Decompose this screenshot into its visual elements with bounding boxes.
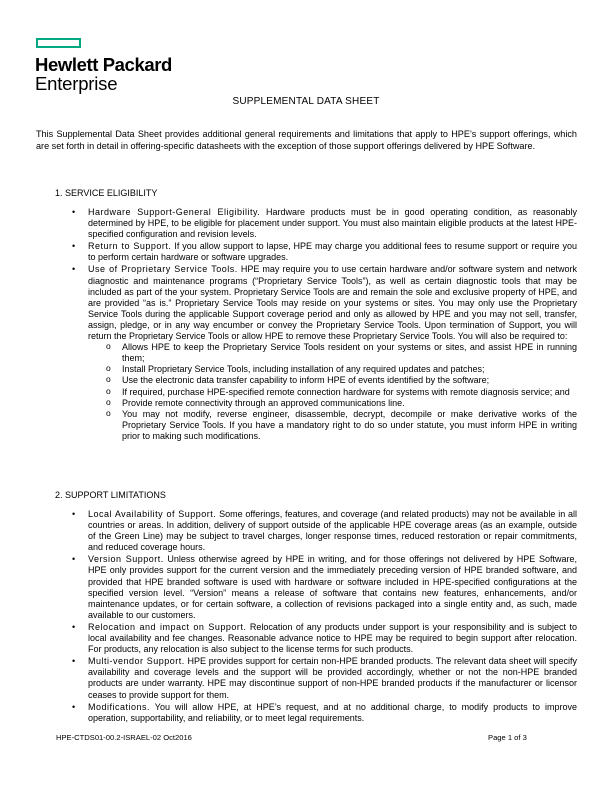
item-text: Relocation of any products under support is your responsibility and is subject to local availability and fee changes. Reasonable advance notice to HPE may be required to begin support after relocation. For products, any relocation is also subject to the license terms for such products. <box>88 621 577 655</box>
brand-name-line2: Enterprise <box>35 73 118 94</box>
list-item <box>54 509 577 553</box>
item-text: You will allow HPE, at HPE’s request, and at no additional charge, to modify products to improve operation, supportability, and reliability, or to meet legal requirements. <box>88 701 577 723</box>
item-term: Return to Support. <box>88 241 172 252</box>
item-text: Unless otherwise agreed by HPE in writing, and for those offerings not delivered by HPE Software, HPE only provides support for the current version and the immediately preceding version of HPE branded software, and provided that HPE branded software is used with hardware or software included in HPE-specified configurations at the specified version level. “Version” means a release of software that contains new features, enhancements, and/or maintenance updates, or for certain software, a collection of revisions packaged into a single entity and, as such, made available to our customers. <box>88 554 577 620</box>
section-heading-support-limitations: 2. SUPPORT LIMITATIONS <box>55 490 166 500</box>
list-item <box>54 241 577 263</box>
sub-list-item: o Allows HPE to keep the Proprietary Service Tools resident on your systems or sites, and assist HPE in running them; <box>88 342 577 364</box>
intro-paragraph: This Supplemental Data Sheet provides additional general requirements and limitations that apply to HPE’s support offerings, which are set forth in detail in offering-specific datasheets with the exception of those support offerings delivered by HPE Software. <box>36 129 577 151</box>
sub-list-item: o Install Proprietary Service Tools, including installation of any required updates and patches; <box>88 364 577 375</box>
item-text: HPE may require you to use certain hardware and/or software system and network diagnostic and maintenance programs (“Proprietary Service Tools”), as well as certain diagnostic tools that may be included as part of the your system. Proprietary Service Tools are and remain the sole and exclusive property of HPE, and are provided “as is.” Proprietary Service Tools may reside on your systems or sites. You may only use the Proprietary Service Tools during the applicable Support coverage period and only as allowed by HPE and you may not sell, transfer, assign, pledge, or in any way encumber or convey the Proprietary Service Tools. Upon termination of Support, you will return the Proprietary Service Tools or allow HPE to remove these Proprietary Service Tools. You will also be required to: <box>88 264 578 342</box>
item-text: If you allow support to lapse, HPE may charge you additional fees to resume support or require you to perform certain hardware or software upgrades. <box>88 241 577 263</box>
footer-doc-id: HPE-CTDS01-00.2-ISRAEL-02 Oct2016 <box>56 733 192 742</box>
support-limitations-list <box>54 509 577 725</box>
item-text: HPE provides support for certain non-HPE branded products. The relevant data sheet will specify availability and coverage levels and the support will be provided accordingly, whether or not the non-HPE branded products are under warranty. HPE may discontinue support of non-HPE branded products if the manufacturer or licensor ceases to provide support for them. <box>88 656 577 700</box>
list-item <box>54 622 577 655</box>
list-item <box>54 207 577 240</box>
service-eligibility-list <box>54 207 577 443</box>
item-text: Some offerings, features, and coverage (and related products) may not be available in all countries or areas. In addition, delivery of support outside of the applicable HPE coverage areas (as an example, outside of the Green Line) may be subject to travel charges, longer response times, reduced restoration or repair commitments, and reduced coverage hours. <box>88 509 577 553</box>
section-heading-service-eligibility: 1. SERVICE ELIGIBILITY <box>55 188 158 198</box>
list-item <box>54 264 577 442</box>
brand-name-line1: Hewlett Packard <box>35 54 172 75</box>
list-item <box>54 656 577 700</box>
item-term: Version Support. <box>88 554 164 565</box>
item-term: Use of Proprietary Service Tools. <box>88 264 238 275</box>
list-item <box>54 702 577 724</box>
required-actions-list <box>88 342 577 442</box>
item-term: Local Availability of Support. <box>88 509 217 519</box>
footer-page-number: Page 1 of 3 <box>488 733 527 742</box>
sub-list-item: o You may not modify, reverse engineer, disassemble, decrypt, decompile or make derivative works of the Proprietary Service Tools. If you have a mandatory right to do so under statute, you must inform HPE in writing prior to making such modifications. <box>88 409 577 442</box>
item-text: Hardware products must be in good operating condition, as reasonably determined by HPE, to be eligible for placement under support. You must also maintain eligible products at the latest HPE-specified configuration and revision levels. <box>88 207 577 240</box>
list-item <box>54 554 577 621</box>
sub-list-item: o Provide remote connectivity through an approved communications line. <box>88 398 577 409</box>
page-title: SUPPLEMENTAL DATA SHEET <box>232 96 380 107</box>
item-term: Modifications. <box>88 701 151 712</box>
hpe-logo-bar <box>36 38 81 48</box>
item-term: Hardware Support-General Eligibility. <box>88 207 261 217</box>
sub-list-item: o Use the electronic data transfer capability to inform HPE of events identified by the software; <box>88 375 577 386</box>
item-term: Relocation and impact on Support. <box>88 621 247 632</box>
item-term: Multi-vendor Support. <box>88 656 185 667</box>
sub-list-item: o If required, purchase HPE-specified remote connection hardware for systems with remote diagnosis service; and <box>88 387 577 398</box>
